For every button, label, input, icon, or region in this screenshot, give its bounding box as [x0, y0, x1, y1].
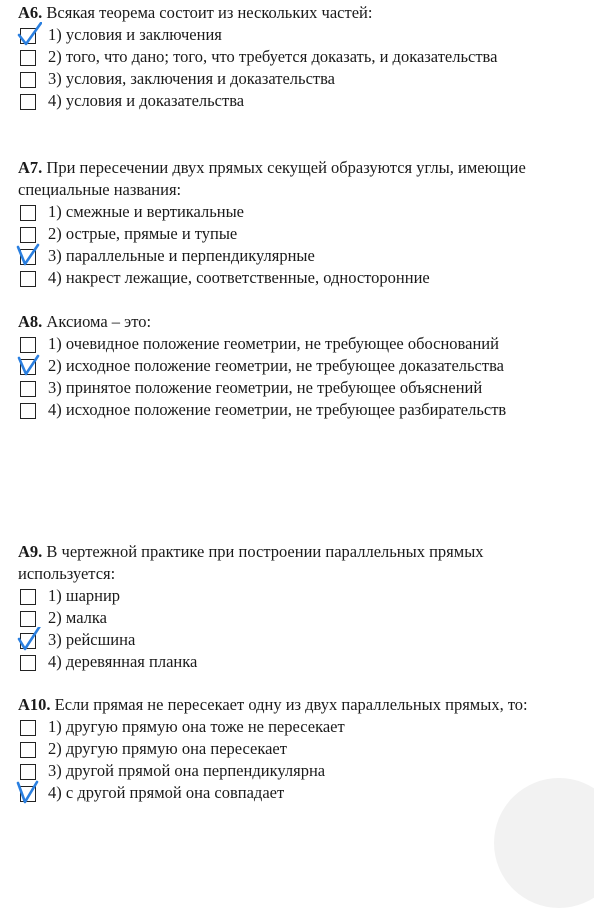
option-a9-2[interactable]: 2) малка — [18, 607, 558, 629]
checkbox[interactable] — [20, 72, 36, 88]
question-a9-text: А9. В чертежной практике при построении параллельных прямых используется: — [18, 542, 484, 583]
checkbox[interactable] — [20, 764, 36, 780]
option-a6-3[interactable]: 3) условия, заключения и доказательства — [18, 68, 558, 90]
checkbox[interactable] — [20, 655, 36, 671]
option-a8-3[interactable]: 3) принятое положение геометрии, не требующее объяснений — [18, 377, 558, 399]
question-a9 — [18, 541, 558, 673]
question-number: А10. — [18, 695, 51, 714]
option-a7-2[interactable]: 2) острые, прямые и тупые — [18, 223, 558, 245]
checkbox[interactable] — [20, 50, 36, 66]
checkbox[interactable] — [20, 271, 36, 287]
checkbox[interactable] — [20, 786, 36, 802]
question-a8 — [18, 311, 558, 421]
checkbox[interactable] — [20, 205, 36, 221]
checkbox[interactable] — [20, 403, 36, 419]
question-number: А8. — [18, 312, 43, 331]
checkbox[interactable] — [20, 589, 36, 605]
option-a10-1[interactable]: 1) другую прямую она тоже не пересекает — [18, 716, 558, 738]
option-a7-4[interactable]: 4) накрест лежащие, соответственные, односторонние — [18, 267, 558, 289]
checkbox[interactable] — [20, 633, 36, 649]
question-number: А7. — [18, 158, 43, 177]
option-a7-3[interactable]: 3) параллельные и перпендикулярные — [18, 245, 558, 267]
option-a6-1[interactable]: 1) условия и заключения — [18, 24, 558, 46]
question-a7 — [18, 157, 558, 289]
checkbox[interactable] — [20, 227, 36, 243]
checkbox[interactable] — [20, 249, 36, 265]
option-a10-4[interactable]: 4) с другой прямой она совпадает — [18, 782, 558, 804]
checkbox[interactable] — [20, 94, 36, 110]
question-a6-text: А6. Всякая теорема состоит из нескольких частей: — [18, 3, 373, 22]
option-a10-3[interactable]: 3) другой прямой она перпендикулярна — [18, 760, 558, 782]
option-a8-2[interactable]: 2) исходное положение геометрии, не требующее доказательства — [18, 355, 558, 377]
question-a8-text: А8. Аксиома – это: — [18, 312, 152, 331]
question-number: А6. — [18, 3, 43, 22]
checkbox[interactable] — [20, 381, 36, 397]
option-a7-1[interactable]: 1) смежные и вертикальные — [18, 201, 558, 223]
question-a6 — [18, 2, 558, 112]
option-a10-2[interactable]: 2) другую прямую она пересекает — [18, 738, 558, 760]
question-number: А9. — [18, 542, 43, 561]
question-a10-text: А10. Если прямая не пересекает одну из двух параллельных прямых, то: — [18, 695, 528, 714]
checkbox[interactable] — [20, 720, 36, 736]
checkbox[interactable] — [20, 611, 36, 627]
question-a10 — [18, 694, 558, 804]
checkbox[interactable] — [20, 359, 36, 375]
option-a9-3[interactable]: 3) рейсшина — [18, 629, 558, 651]
option-a9-4[interactable]: 4) деревянная планка — [18, 651, 558, 673]
option-a9-1[interactable]: 1) шарнир — [18, 585, 558, 607]
question-a7-text: А7. При пересечении двух прямых секущей образуются углы, имеющие специальные названия: — [18, 158, 526, 199]
checkbox[interactable] — [20, 337, 36, 353]
checkbox[interactable] — [20, 28, 36, 44]
option-a6-2[interactable]: 2) того, что дано; того, что требуется доказать, и доказательства — [18, 46, 558, 68]
option-a8-1[interactable]: 1) очевидное положение геометрии, не требующее обоснований — [18, 333, 558, 355]
option-a6-4[interactable]: 4) условия и доказательства — [18, 90, 558, 112]
checkbox[interactable] — [20, 742, 36, 758]
option-a8-4[interactable]: 4) исходное положение геометрии, не требующее разбирательств — [18, 399, 558, 421]
